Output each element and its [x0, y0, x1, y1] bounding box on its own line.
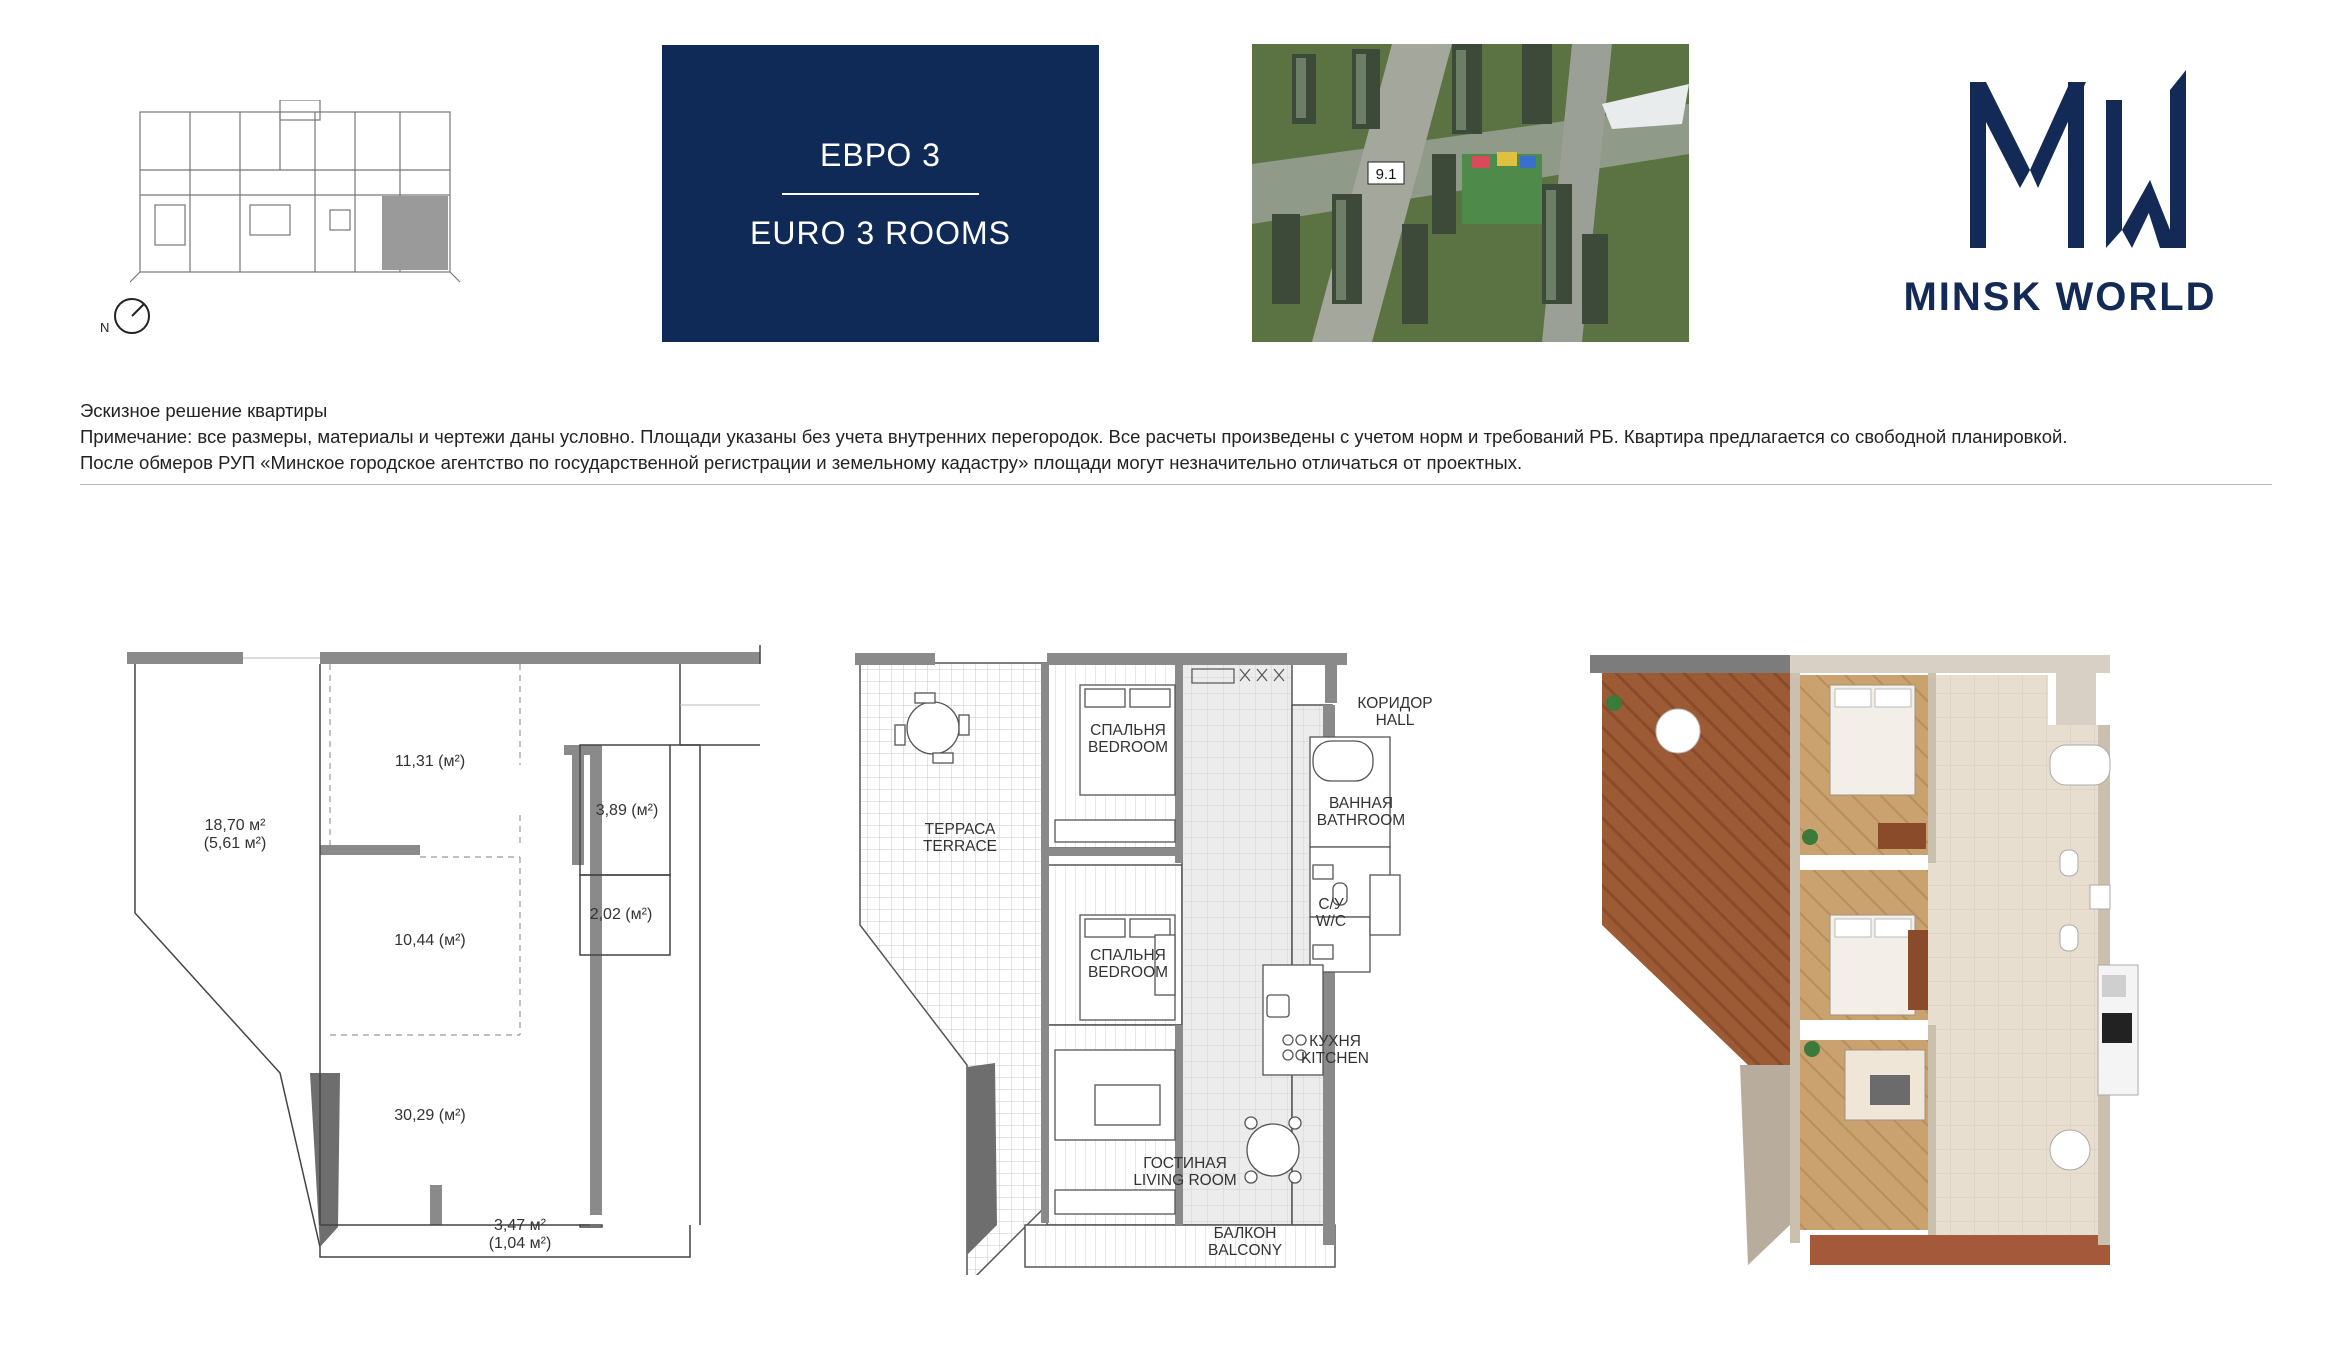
furniture-plan [855, 645, 1505, 1275]
area-label-room2: 10,44 (м²) [394, 932, 466, 949]
room-label-living: ГОСТИНАЯ LIVING ROOM [1133, 1155, 1237, 1189]
apartment-type-en: EURO 3 ROOMS [750, 215, 1011, 251]
aerial-marker-label: 9.1 [1375, 166, 1397, 183]
notes-line: После обмеров РУП «Минское городское агентство по государственной регистрации и земельному кадастру» площади могут незначительно отличаться от проектных. [80, 452, 1523, 473]
area-label-terrace: 18,70 м² (5,61 м²) [203, 817, 267, 852]
area-plan [120, 645, 770, 1275]
area-label-living: 30,29 (м²) [394, 1107, 466, 1124]
area-label-balcony: 3,47 м² (1,04 м²) [488, 1217, 552, 1252]
area-label-wc: 2,02 (м²) [589, 906, 653, 923]
brand-logo [1870, 70, 2250, 330]
apartment-type-banner [662, 45, 1099, 342]
room-label-bedroom2: СПАЛЬНЯ BEDROOM [1087, 947, 1169, 981]
rendered-3d-plan [1590, 645, 2240, 1285]
disclaimer-notes [80, 398, 2280, 476]
area-label-room1: 11,31 (м²) [394, 753, 466, 770]
room-label-hall: КОРИДОР HALL [1357, 695, 1433, 729]
room-label-balcony: БАЛКОН BALCONY [1207, 1225, 1283, 1259]
room-label-bedroom1: СПАЛЬНЯ BEDROOM [1087, 722, 1169, 756]
banner-divider [782, 193, 979, 195]
notes-line: Примечание: все размеры, материалы и чертежи даны условно. Площади указаны без учета внутренних перегородок. Все расчеты произведены с учетом норм и требований РБ. Квартира предлагается со свободной планировкой. [80, 426, 2068, 447]
room-label-bathroom: ВАННАЯ BATHROOM [1316, 795, 1406, 829]
notes-title: Эскизное решение квартиры [80, 400, 328, 421]
notes-divider [80, 484, 2272, 485]
area-label-bath: 3,89 (м²) [595, 802, 659, 819]
brand-name: MINSK WORLD [1903, 275, 2217, 319]
aerial-site-image [1252, 44, 1689, 342]
room-label-terrace: ТЕРРАСА TERRACE [922, 821, 998, 855]
room-label-kitchen: КУХНЯ KITCHEN [1300, 1033, 1370, 1067]
compass-label: N [100, 320, 110, 335]
key-floor-plan [130, 100, 470, 290]
apartment-type-ru: ЕВРО 3 [820, 137, 941, 173]
room-label-wc: С/У W/C [1315, 896, 1347, 930]
